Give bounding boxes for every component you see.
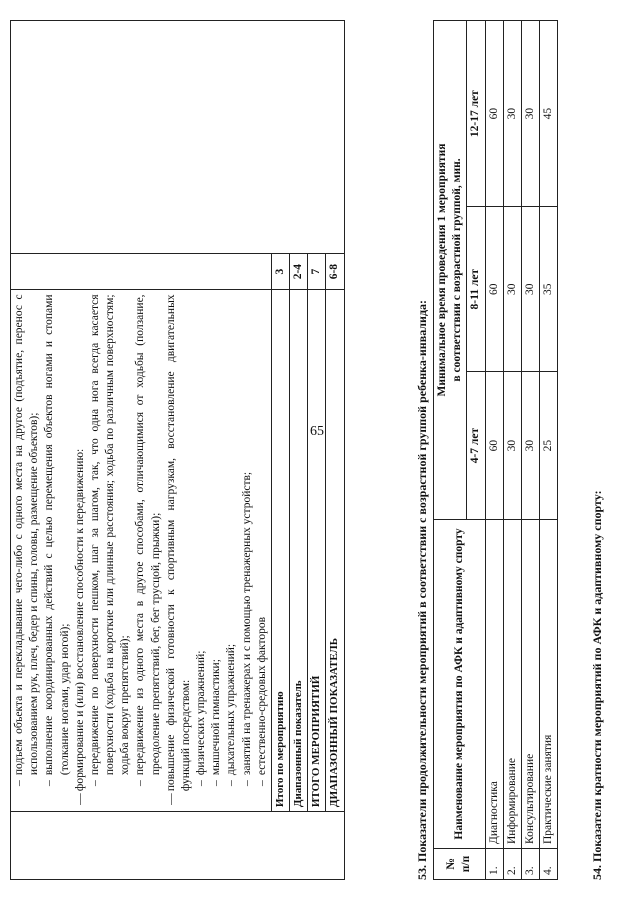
duration-value: 45 xyxy=(540,21,558,207)
duration-value: 30 xyxy=(521,207,539,372)
summary-value: 3 xyxy=(271,253,289,290)
activity-text: подъем объекта и перекладывание чего-либо с одного места на другое (подъятие, перенос с использованием рук, плеч, бедер и спины, головы, размещение объектов); xyxy=(13,294,41,776)
table-row xyxy=(485,21,503,880)
summary-label: Диапазонный показатель xyxy=(290,290,308,812)
bullet-dash: – xyxy=(88,780,101,786)
continued-table xyxy=(10,20,345,880)
section-54-title: 54. Показатели кратности мероприятий по АФК и адаптивному спорту: xyxy=(590,490,604,880)
duration-value: 25 xyxy=(540,372,558,520)
activity-item xyxy=(73,294,88,807)
activity-text: передвижение из одного места в другое способами, отличающимися от ходьбы (ползание, преодоление препятствий, бег, бег трусцой, прыжки); xyxy=(134,294,162,776)
bullet-dash: – xyxy=(43,780,56,786)
value-cell xyxy=(11,253,272,290)
duration-value: 60 xyxy=(485,21,503,207)
summary-label: ИТОГО МЕРОПРИЯТИЙ xyxy=(308,290,326,812)
duration-value: 30 xyxy=(503,372,521,520)
activity-name: Диагностика xyxy=(485,520,503,849)
activity-item xyxy=(224,294,239,807)
activity-item xyxy=(209,294,224,807)
summary-label: ДИАПАЗОННЫЙ ПОКАЗАТЕЛЬ xyxy=(326,290,344,812)
bullet-dash: — xyxy=(73,793,86,805)
bullet-dash: – xyxy=(225,780,238,786)
activity-text: формирование и (или) восстановление способности к передвижению: xyxy=(73,448,86,792)
activities-cell xyxy=(11,290,272,812)
activity-name: Практические занятия xyxy=(540,520,558,849)
bullet-dash: – xyxy=(195,780,208,786)
row-number: 3. xyxy=(521,849,539,880)
activity-text: физических упражнений; xyxy=(195,650,208,776)
page-number: 65 xyxy=(310,424,324,439)
duration-value: 30 xyxy=(503,207,521,372)
section-53-title: 53. Показатели продолжительности мероприятий в соответствии с возрастной группой ребенка-инвалида: xyxy=(415,299,429,880)
bullet-dash: – xyxy=(134,780,147,786)
col-group-header-line2: в соответствии с возрастной группой, мин. xyxy=(451,158,464,382)
duration-value: 30 xyxy=(521,372,539,520)
activity-text: повышение физической готовности к спортивным нагрузкам, восстановление двигательных функций посредством: xyxy=(164,294,192,792)
duration-value: 30 xyxy=(521,21,539,207)
activity-text: мышечной гимнастики; xyxy=(210,659,223,776)
summary-label: Итого по мероприятию xyxy=(271,290,289,812)
summary-value: 7 xyxy=(308,253,326,290)
activity-text: выполнение координированных действий с целью перемещения объектов ногами и стопами (толкание ногами, удар ногой); xyxy=(43,294,71,776)
activity-item xyxy=(42,294,72,807)
duration-value: 35 xyxy=(540,207,558,372)
duration-value: 30 xyxy=(503,21,521,207)
col-group-header-line1: Минимальное время проведения 1 мероприятия xyxy=(436,143,448,397)
col-name-header: Наименование мероприятия по АФК и адаптивному спорту xyxy=(434,520,486,849)
col-group-header xyxy=(434,21,467,520)
activity-item xyxy=(255,294,270,807)
bullet-dash: – xyxy=(255,780,268,786)
activity-item xyxy=(164,294,194,807)
activity-item xyxy=(194,294,209,807)
age-header: 4-7 лет xyxy=(467,372,485,520)
table-row xyxy=(521,21,539,880)
row-number: 2. xyxy=(503,849,521,880)
bullet-dash: – xyxy=(13,780,25,786)
activity-text: занятий на тренажерах и с помощью тренажерных устройств; xyxy=(240,471,253,776)
summary-value: 2-4 xyxy=(290,253,308,290)
duration-value: 60 xyxy=(485,207,503,372)
activity-name: Консультирование xyxy=(521,520,539,849)
activity-item xyxy=(240,294,255,807)
activity-item xyxy=(133,294,163,807)
row-number: 4. xyxy=(540,849,558,880)
bullet-dash: – xyxy=(210,780,223,786)
activity-text: естественно-средовых факторов xyxy=(255,616,268,776)
duration-value: 60 xyxy=(485,372,503,520)
content-row xyxy=(11,21,272,880)
col-num-header: № п/п xyxy=(434,849,486,880)
row-number: 1. xyxy=(485,849,503,880)
age-header: 12-17 лет xyxy=(467,21,485,207)
age-header: 8-11 лет xyxy=(467,207,485,372)
activity-item xyxy=(88,294,134,807)
activity-item xyxy=(12,294,42,807)
table-row xyxy=(503,21,521,880)
duration-table xyxy=(433,20,558,880)
bullet-dash: — xyxy=(164,793,177,805)
activity-text: передвижение по поверхности пешком, шаг за шагом, так, что одна нога всегда касается поверхности (ходьба на короткие или длинные расстояния; ходьба по различным поверхностям; ходьба вокруг препятствий); xyxy=(88,294,132,776)
bullet-dash: – xyxy=(240,780,253,786)
empty-cell xyxy=(11,812,345,880)
activity-name: Информирование xyxy=(503,520,521,849)
activity-text: дыхательных упражнений; xyxy=(225,643,238,776)
table-row xyxy=(540,21,558,880)
rotated-page xyxy=(10,20,630,880)
summary-value: 6-8 xyxy=(326,253,344,290)
empty-cell xyxy=(11,21,345,254)
